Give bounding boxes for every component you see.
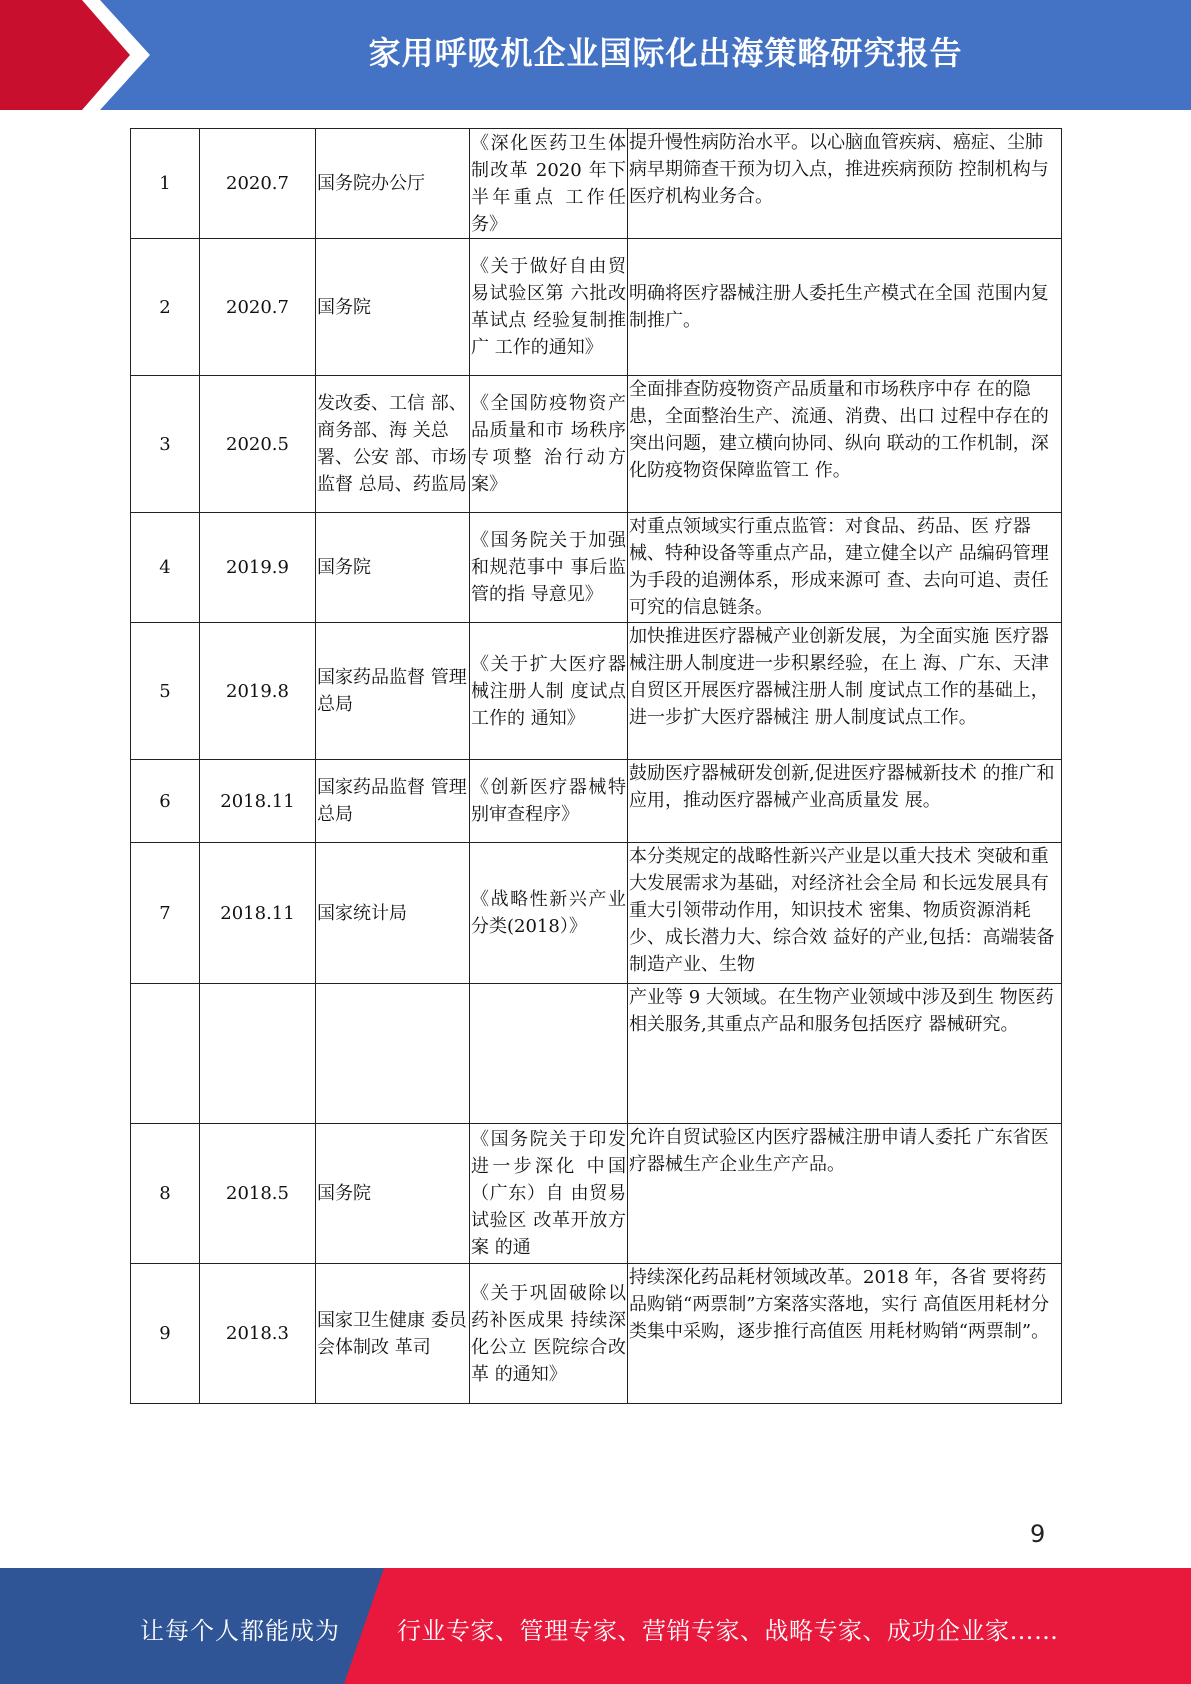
row-issuer: 国务院	[316, 513, 470, 623]
row-content: 产业等 9 大领域。在生物产业领域中涉及到生 物医药相关服务,其重点产品和服务包括医疗 器械研究。	[628, 984, 1062, 1124]
page-number: 9	[1030, 1520, 1046, 1548]
row-issuer: 国家药品监督 管理总局	[316, 623, 470, 760]
table-row	[131, 623, 1062, 760]
policy-table	[130, 128, 1062, 1404]
row-issuer: 国务院办公厅	[316, 129, 470, 239]
row-number: 9	[131, 1264, 200, 1404]
row-document: 《关于巩固破除以药补医成果 持续深化公立 医院综合改革 的通知》	[470, 1264, 628, 1404]
row-issuer: 国家卫生健康 委员会体制改 革司	[316, 1264, 470, 1404]
row-date: 2018.11	[200, 760, 316, 843]
row-issuer: 国家药品监督 管理总局	[316, 760, 470, 843]
row-number	[131, 984, 200, 1124]
page-header	[0, 0, 1191, 110]
row-document: 《关于做好自由贸易试验区第 六批改革试点 经验复制推广 工作的通知》	[470, 239, 628, 376]
row-date: 2019.9	[200, 513, 316, 623]
row-content: 鼓励医疗器械研发创新,促进医疗器械新技术 的推广和应用，推动医疗器械产业高质量发 展。	[628, 760, 1062, 843]
row-content: 明确将医疗器械注册人委托生产模式在全国 范围内复制推广。	[628, 239, 1062, 376]
row-number: 5	[131, 623, 200, 760]
row-content: 本分类规定的战略性新兴产业是以重大技术 突破和重大发展需求为基础，对经济社会全局 和长远发展具有重大引领带动作用，知识技术 密集、物质资源消耗少、成长潜力大、综合效 益好的产业,包括：高端装备制造产业、生物	[628, 843, 1062, 984]
table-row	[131, 513, 1062, 623]
row-issuer	[316, 984, 470, 1124]
table-row	[131, 984, 1062, 1124]
row-document: 《战略性新兴产业分类(2018）》	[470, 843, 628, 984]
row-document: 《国务院关于印发进一步深化 中国（广东）自 由贸易试验区 改革开放方案 的通	[470, 1124, 628, 1264]
report-title: 家用呼吸机企业国际化出海策略研究报告	[368, 34, 963, 72]
row-issuer: 国家统计局	[316, 843, 470, 984]
table-row	[131, 1124, 1062, 1264]
row-number: 1	[131, 129, 200, 239]
row-number: 6	[131, 760, 200, 843]
row-date: 2019.8	[200, 623, 316, 760]
row-date: 2018.5	[200, 1124, 316, 1264]
row-number: 8	[131, 1124, 200, 1264]
row-content: 提升慢性病防治水平。以心脑血管疾病、癌症、尘肺病早期筛查干预为切入点，推进疾病预防 控制机构与医疗机构业务合。	[628, 129, 1062, 239]
row-date: 2018.3	[200, 1264, 316, 1404]
row-content: 持续深化药品耗材领域改革。2018 年，各省 要将药品购销“两票制”方案落实落地，实行 高值医用耗材分类集中采购，逐步推行高值医 用耗材购销“两票制”。	[628, 1264, 1062, 1404]
table-row	[131, 843, 1062, 984]
row-document: 《深化医药卫生体制改革 2020 年下半年重点 工作任务》	[470, 129, 628, 239]
row-document: 《创新医疗器械特别审查程序》	[470, 760, 628, 843]
page-footer	[0, 1568, 1191, 1684]
row-number: 3	[131, 376, 200, 513]
footer-slogan-left: 让每个人都能成为	[140, 1617, 340, 1645]
row-content: 对重点领域实行重点监管：对食品、药品、医 疗器械、特种设备等重点产品，建立健全以产 品编码管理为手段的追溯体系，形成来源可 查、去向可追、责任可究的信息链条。	[628, 513, 1062, 623]
row-number: 2	[131, 239, 200, 376]
table-row	[131, 239, 1062, 376]
table-row	[131, 376, 1062, 513]
table-row	[131, 129, 1062, 239]
row-date: 2018.11	[200, 843, 316, 984]
row-content: 加快推进医疗器械产业创新发展，为全面实施 医疗器械注册人制度进一步积累经验，在上 海、广东、天津自贸区开展医疗器械注册人制 度试点工作的基础上，进一步扩大医疗器械注 册人制度试点工作。	[628, 623, 1062, 760]
row-date: 2020.7	[200, 239, 316, 376]
table-row	[131, 760, 1062, 843]
row-issuer: 发改委、工信 部、商务部、海 关总署、公安 部、市场监督 总局、药监局	[316, 376, 470, 513]
row-date	[200, 984, 316, 1124]
footer-slogan-right: 行业专家、管理专家、营销专家、战略专家、成功企业家……	[397, 1617, 1059, 1645]
row-document: 《关于扩大医疗器械注册人制 度试点工作的 通知》	[470, 623, 628, 760]
row-issuer: 国务院	[316, 1124, 470, 1264]
row-document	[470, 984, 628, 1124]
row-content: 全面排查防疫物资产品质量和市场秩序中存 在的隐患，全面整治生产、流通、消费、出口 过程中存在的突出问题，建立横向协同、纵向 联动的工作机制，深化防疫物资保障监管工 作。	[628, 376, 1062, 513]
row-content: 允许自贸试验区内医疗器械注册申请人委托 广东省医疗器械生产企业生产产品。	[628, 1124, 1062, 1264]
row-number: 7	[131, 843, 200, 984]
row-issuer: 国务院	[316, 239, 470, 376]
row-number: 4	[131, 513, 200, 623]
table-row	[131, 1264, 1062, 1404]
row-date: 2020.5	[200, 376, 316, 513]
row-document: 《国务院关于加强和规范事中 事后监管的指 导意见》	[470, 513, 628, 623]
row-document: 《全国防疫物资产品质量和市 场秩序专项整 治行动方案》	[470, 376, 628, 513]
row-date: 2020.7	[200, 129, 316, 239]
